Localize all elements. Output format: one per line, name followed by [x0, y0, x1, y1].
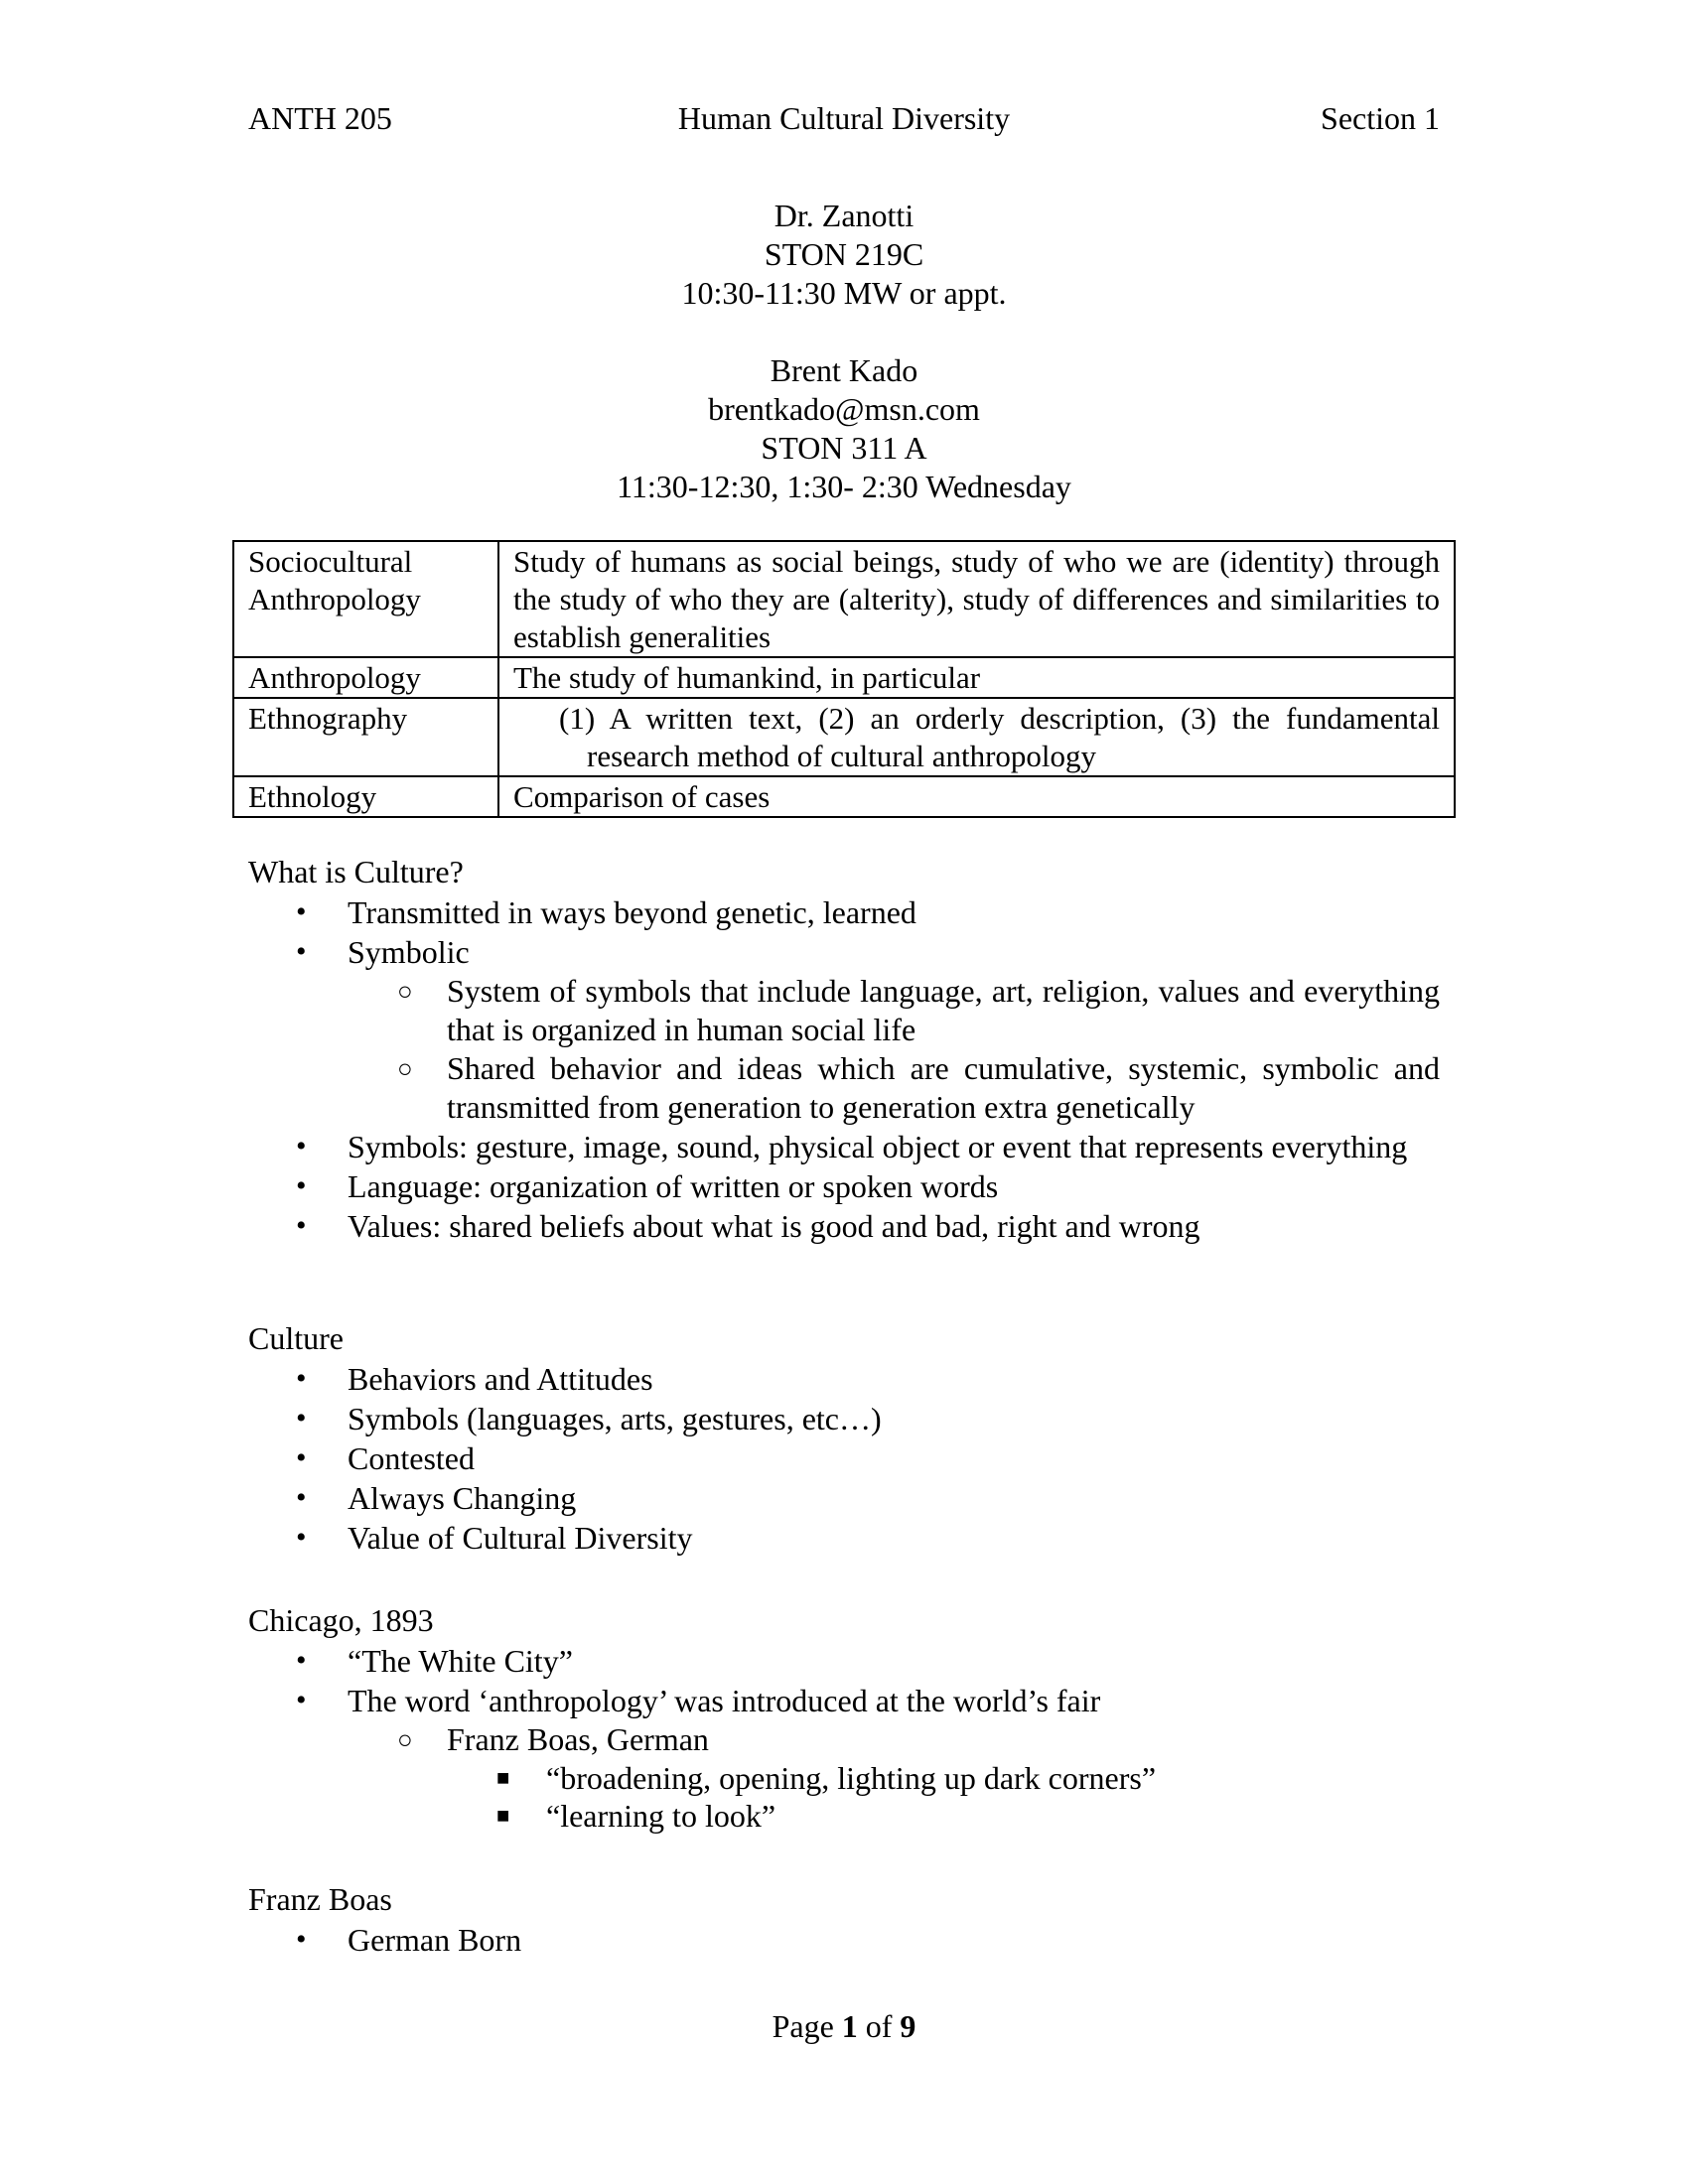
table-row: [233, 657, 1455, 698]
page-header: [248, 99, 1440, 139]
instructor-contact: [248, 197, 1440, 313]
bullet-icon: •: [296, 1130, 307, 1162]
definition-cell: [498, 698, 1455, 776]
list-item: [248, 1641, 1440, 1681]
square-bullet-icon: ■: [496, 1765, 510, 1790]
list-item-text: Contested: [348, 1440, 475, 1476]
section-heading: Franz Boas: [248, 1881, 392, 1917]
list-item-text: Transmitted in ways beyond genetic, learned: [348, 894, 916, 930]
sub-list: [348, 972, 1440, 1127]
chicago-section: [248, 1600, 1440, 1835]
list-item-text: The word ‘anthropology’ was introduced at the world’s fair: [348, 1683, 1101, 1718]
list-item: [447, 1797, 1440, 1835]
bullet-icon: •: [296, 1684, 307, 1716]
definition-enumerated: (1) A written text, (2) an orderly description, (3) the fundamental research method of cultural anthropology: [559, 701, 1440, 773]
list-item-text: “broadening, opening, lighting up dark corners”: [546, 1760, 1157, 1796]
course-section: Section 1: [1321, 100, 1440, 136]
table-row: [233, 776, 1455, 817]
list-item: [348, 1720, 1440, 1835]
bullet-icon: •: [296, 1481, 307, 1514]
bullet-icon: •: [296, 1209, 307, 1242]
bullet-icon: •: [296, 895, 307, 928]
list-item: [248, 1681, 1440, 1835]
list-item: [248, 1478, 1440, 1518]
list-item-text: “The White City”: [348, 1643, 573, 1679]
square-bullet-icon: ■: [496, 1803, 510, 1828]
contacts: [248, 197, 1440, 545]
course-title: Human Cultural Diversity: [677, 100, 1011, 136]
page-number: 1: [841, 2008, 858, 2044]
page-footer: [0, 2007, 1688, 2046]
list-item-text: Behaviors and Attitudes: [348, 1361, 653, 1397]
sub-list: [348, 1720, 1440, 1835]
list-item: [248, 1206, 1440, 1246]
ta-name: Brent Kado: [770, 352, 918, 388]
bullet-icon: •: [296, 935, 307, 968]
culture-section: [248, 1318, 1440, 1558]
list-item-text: Language: organization of written or spoken words: [348, 1168, 999, 1204]
section-heading: What is Culture?: [248, 854, 464, 889]
list-item-text: System of symbols that include language, art, religion, values and everything that is organized in human social life: [447, 973, 1440, 1047]
list-item: [248, 1518, 1440, 1558]
list-item: [248, 932, 1440, 1127]
bullet-icon: •: [296, 1169, 307, 1202]
ta-email: brentkado@msn.com: [708, 391, 980, 427]
list-item-text: Symbols: gesture, image, sound, physical object or event that represents everything: [348, 1129, 1408, 1164]
term-cell: Sociocultural Anthropology: [233, 541, 498, 657]
bullet-list: [248, 1920, 1440, 1960]
of-label: of: [865, 2008, 893, 2044]
list-item-text: Franz Boas, German: [447, 1721, 709, 1757]
term-cell: Ethnology: [233, 776, 498, 817]
franz-boas-section: [248, 1879, 1440, 1960]
term-cell: Ethnography: [233, 698, 498, 776]
page-label: Page: [772, 2008, 834, 2044]
bullet-list: [248, 1359, 1440, 1558]
list-item-text: Values: shared beliefs about what is good and bad, right and wrong: [348, 1208, 1200, 1244]
table-row: [233, 541, 1455, 657]
instructor-hours: 10:30-11:30 MW or appt.: [681, 275, 1007, 311]
circle-bullet-icon: ○: [397, 1725, 413, 1754]
definition-cell: The study of humankind, in particular: [498, 657, 1455, 698]
ta-hours: 11:30-12:30, 1:30- 2:30 Wednesday: [617, 469, 1071, 504]
list-item: [248, 1166, 1440, 1206]
bullet-icon: •: [296, 1402, 307, 1434]
page-total: 9: [900, 2008, 916, 2044]
definition-cell: Comparison of cases: [498, 776, 1455, 817]
term-cell: Anthropology: [233, 657, 498, 698]
list-item: [447, 1759, 1440, 1797]
ta-office: STON 311 A: [761, 430, 927, 466]
list-item: [248, 1399, 1440, 1438]
list-item: [348, 972, 1440, 1049]
course-code: ANTH 205: [248, 100, 392, 136]
bullet-icon: •: [296, 1362, 307, 1395]
list-item: [248, 1920, 1440, 1960]
list-item: [248, 892, 1440, 932]
table-row: [233, 698, 1455, 776]
what-is-culture-section: [248, 852, 1440, 1246]
list-item-text: Symbols (languages, arts, gestures, etc…): [348, 1401, 882, 1436]
list-item-text: Shared behavior and ideas which are cumulative, systemic, symbolic and transmitted from generation to generation extra genetically: [447, 1050, 1440, 1125]
instructor-name: Dr. Zanotti: [774, 198, 914, 233]
definition-cell: Study of humans as social beings, study of who we are (identity) through the study of who they are (alterity), study of differences and similarities to establish generalities: [498, 541, 1455, 657]
instructor-office: STON 219C: [764, 236, 924, 272]
list-item-text: “learning to look”: [546, 1798, 776, 1834]
ta-contact: [248, 351, 1440, 506]
bullet-icon: •: [296, 1923, 307, 1956]
bullet-list: [248, 1641, 1440, 1835]
section-heading: Culture: [248, 1320, 344, 1356]
bullet-icon: •: [296, 1521, 307, 1554]
list-item: [248, 1359, 1440, 1399]
sub-sub-list: [447, 1759, 1440, 1835]
list-item: [348, 1049, 1440, 1127]
bullet-icon: •: [296, 1441, 307, 1474]
list-item: [248, 1438, 1440, 1478]
circle-bullet-icon: ○: [397, 977, 413, 1006]
bullet-icon: •: [296, 1644, 307, 1677]
list-item-text: Always Changing: [348, 1480, 577, 1516]
section-heading: Chicago, 1893: [248, 1602, 434, 1638]
circle-bullet-icon: ○: [397, 1054, 413, 1083]
list-item: [248, 1127, 1440, 1166]
definitions-table: [232, 540, 1456, 818]
list-item-text: Value of Cultural Diversity: [348, 1520, 693, 1556]
list-item-text: Symbolic: [348, 934, 470, 970]
list-item-text: German Born: [348, 1922, 522, 1958]
bullet-list: [248, 892, 1440, 1246]
